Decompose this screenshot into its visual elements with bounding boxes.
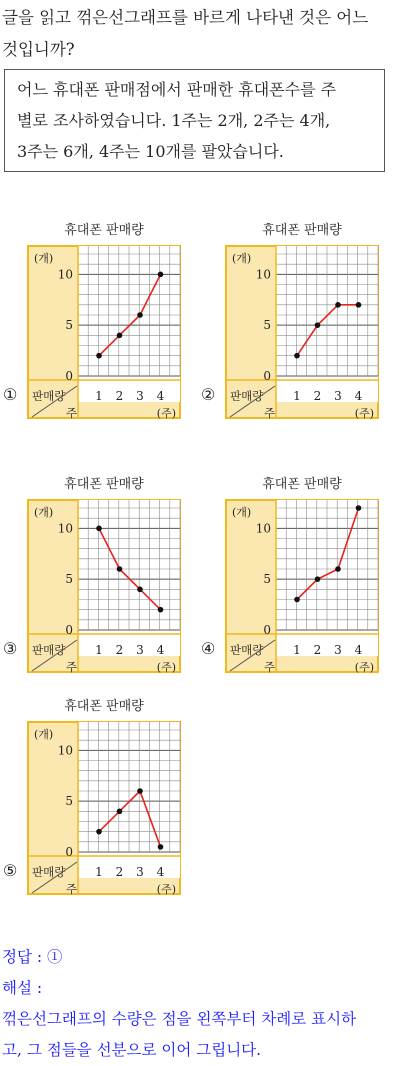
data-point bbox=[137, 312, 143, 318]
passage-line: 3주는 6개, 4주는 10개를 팔았습니다. bbox=[17, 142, 284, 161]
chart-option-4[interactable] bbox=[198, 472, 398, 722]
y-tick-label: 10 bbox=[255, 521, 271, 536]
explanation-line: 고, 그 점들을 선분으로 이어 그립니다. bbox=[2, 1041, 262, 1059]
row-label: 판매량 bbox=[32, 865, 66, 879]
data-point bbox=[315, 322, 321, 328]
y-unit-label: (개) bbox=[232, 506, 252, 519]
option-number: ② bbox=[201, 385, 216, 404]
data-point bbox=[356, 302, 362, 308]
answer-label: 정답 : ① bbox=[2, 948, 63, 966]
answer-section bbox=[2, 942, 398, 1066]
x-tick-label: 3 bbox=[136, 643, 144, 657]
option-number: ① bbox=[3, 385, 18, 404]
col-label: 주 bbox=[264, 660, 276, 674]
x-tick-label: 1 bbox=[95, 389, 103, 403]
x-tick-label: 2 bbox=[115, 865, 124, 879]
data-point bbox=[117, 809, 123, 815]
x-tick-label: 3 bbox=[334, 389, 342, 403]
data-point bbox=[294, 597, 300, 603]
x-tick-label: 4 bbox=[354, 643, 363, 657]
data-point bbox=[96, 829, 102, 835]
option-number: ③ bbox=[3, 639, 18, 658]
option-number: ④ bbox=[201, 639, 216, 658]
x-tick-label: 4 bbox=[156, 389, 165, 403]
data-point bbox=[158, 607, 164, 613]
data-point bbox=[96, 526, 102, 532]
y-tick-label: 0 bbox=[65, 369, 73, 383]
x-tick-label: 4 bbox=[354, 389, 363, 403]
chart-title: 휴대폰 판매량 bbox=[64, 477, 144, 492]
data-point bbox=[356, 505, 362, 511]
line-chart bbox=[0, 694, 200, 944]
passage-box bbox=[4, 69, 385, 172]
data-point bbox=[117, 566, 123, 572]
x-tick-label: 4 bbox=[156, 865, 165, 879]
y-unit-label: (개) bbox=[232, 252, 252, 265]
col-label: 주 bbox=[66, 406, 78, 420]
data-point bbox=[158, 844, 164, 850]
x-tick-label: 2 bbox=[115, 389, 124, 403]
passage-line: 어느 휴대폰 판매점에서 판매한 휴대폰수를 주 bbox=[17, 80, 337, 99]
col-label: 주 bbox=[66, 882, 78, 896]
data-point bbox=[96, 353, 102, 359]
question-text bbox=[2, 2, 398, 66]
x-unit-label: (주) bbox=[354, 661, 374, 674]
col-label: 주 bbox=[264, 406, 276, 420]
chart-option-5[interactable] bbox=[0, 694, 200, 944]
line-chart bbox=[198, 472, 398, 722]
x-tick-label: 3 bbox=[334, 643, 342, 657]
row-label: 판매량 bbox=[230, 643, 264, 657]
line-chart bbox=[0, 472, 200, 722]
y-tick-label: 10 bbox=[57, 743, 73, 758]
data-point bbox=[117, 333, 123, 339]
explanation-label: 해설 : bbox=[2, 979, 43, 997]
y-tick-label: 5 bbox=[263, 572, 271, 587]
data-point bbox=[294, 353, 300, 359]
x-tick-label: 1 bbox=[95, 643, 103, 657]
chart-title: 휴대폰 판매량 bbox=[64, 223, 144, 238]
line-chart bbox=[0, 218, 200, 468]
y-tick-label: 0 bbox=[263, 623, 271, 637]
y-tick-label: 5 bbox=[65, 794, 73, 809]
chart-option-2[interactable] bbox=[198, 218, 398, 468]
option-number: ⑤ bbox=[3, 861, 18, 880]
passage-line: 별로 조사하였습니다. 1주는 2개, 2주는 4개, bbox=[17, 111, 331, 130]
x-unit-label: (주) bbox=[156, 407, 176, 420]
y-unit-label: (개) bbox=[34, 506, 54, 519]
chart-title: 휴대폰 판매량 bbox=[262, 477, 342, 492]
y-unit-label: (개) bbox=[34, 728, 54, 741]
data-point bbox=[137, 788, 143, 794]
chart-option-3[interactable] bbox=[0, 472, 200, 722]
y-tick-label: 10 bbox=[57, 267, 73, 282]
x-tick-label: 3 bbox=[136, 389, 144, 403]
data-point bbox=[335, 302, 341, 308]
x-tick-label: 1 bbox=[95, 865, 103, 879]
x-tick-label: 1 bbox=[293, 389, 301, 403]
x-tick-label: 2 bbox=[313, 643, 322, 657]
y-tick-label: 0 bbox=[263, 369, 271, 383]
y-tick-label: 10 bbox=[57, 521, 73, 536]
data-point bbox=[158, 272, 164, 278]
y-tick-label: 5 bbox=[65, 318, 73, 333]
col-label: 주 bbox=[66, 660, 78, 674]
y-tick-label: 0 bbox=[65, 623, 73, 637]
line-chart bbox=[198, 218, 398, 468]
data-point bbox=[335, 566, 341, 572]
data-point bbox=[315, 576, 321, 582]
x-tick-label: 1 bbox=[293, 643, 301, 657]
row-label: 판매량 bbox=[230, 389, 264, 403]
x-tick-label: 2 bbox=[313, 389, 322, 403]
y-unit-label: (개) bbox=[34, 252, 54, 265]
x-unit-label: (주) bbox=[156, 661, 176, 674]
x-tick-label: 4 bbox=[156, 643, 165, 657]
row-label: 판매량 bbox=[32, 643, 66, 657]
question-line: 글을 읽고 꺾은선그래프를 바르게 나타낸 것은 어느 bbox=[2, 8, 369, 27]
row-label: 판매량 bbox=[32, 389, 66, 403]
x-unit-label: (주) bbox=[354, 407, 374, 420]
question-line: 것입니까? bbox=[2, 40, 75, 59]
chart-title: 휴대폰 판매량 bbox=[64, 699, 144, 714]
y-tick-label: 0 bbox=[65, 845, 73, 859]
chart-option-1[interactable] bbox=[0, 218, 200, 468]
y-tick-label: 10 bbox=[255, 267, 271, 282]
chart-title: 휴대폰 판매량 bbox=[262, 223, 342, 238]
y-tick-label: 5 bbox=[65, 572, 73, 587]
x-unit-label: (주) bbox=[156, 883, 176, 896]
explanation-line: 꺾은선그래프의 수량은 점을 왼쪽부터 차례로 표시하 bbox=[2, 1010, 357, 1028]
x-tick-label: 2 bbox=[115, 643, 124, 657]
data-point bbox=[137, 587, 143, 593]
x-tick-label: 3 bbox=[136, 865, 144, 879]
y-tick-label: 5 bbox=[263, 318, 271, 333]
